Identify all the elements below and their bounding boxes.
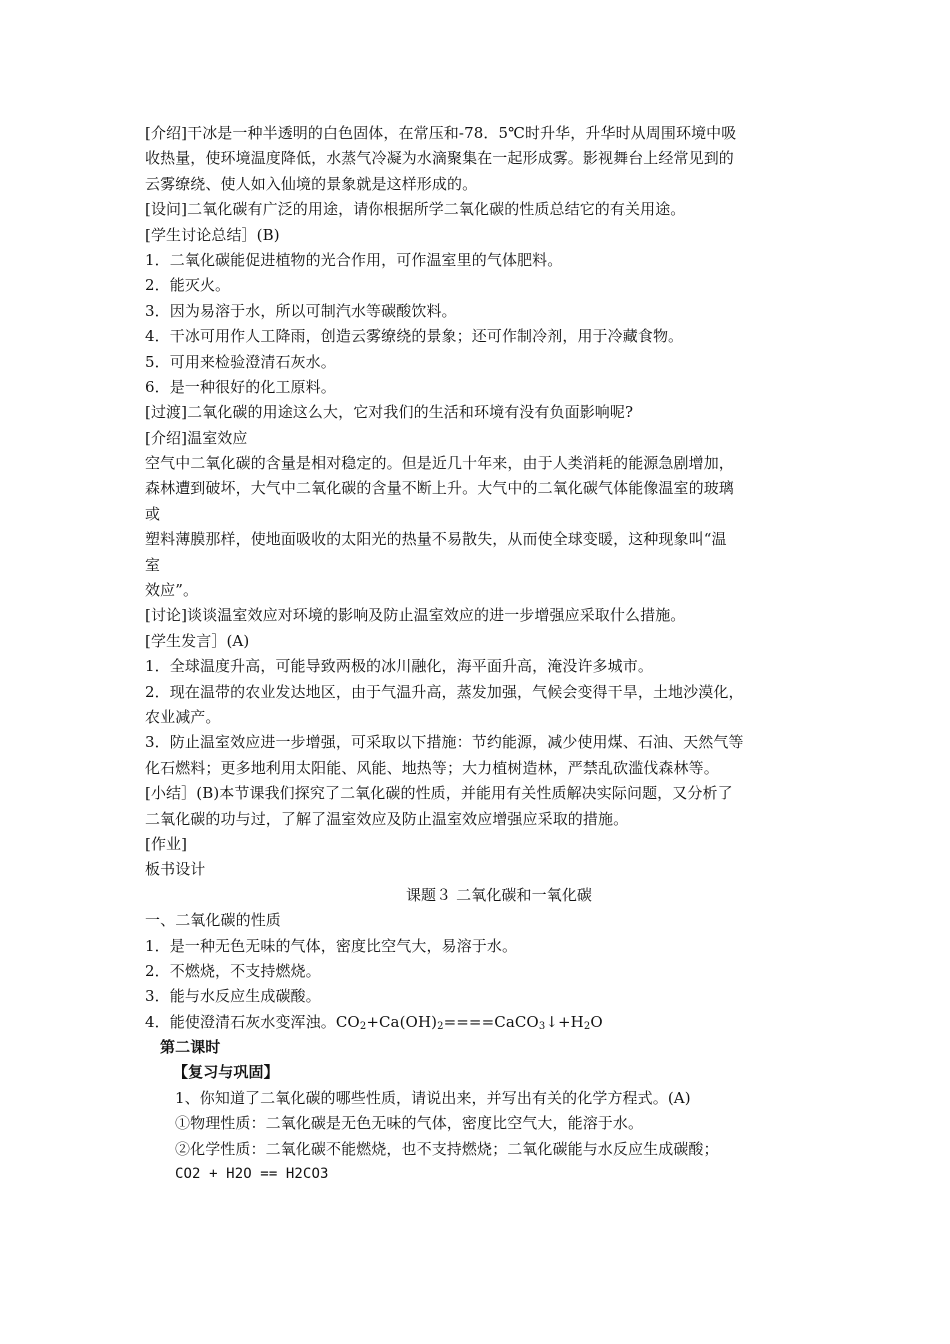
text-line: 5．可用来检验澄清石灰水。 <box>145 352 336 371</box>
lesson-two-heading: 第二课时 <box>160 1038 221 1057</box>
lesson-text-part1 <box>145 121 813 883</box>
text-line: [作业] <box>145 834 188 853</box>
document-body <box>145 121 813 1187</box>
property-line: 1．是一种无色无味的气体，密度比空气大，易溶于水。 <box>145 936 518 955</box>
text-line: 收热量，使环境温度降低，水蒸气冷凝为水滴聚集在一起形成雾。影视舞台上经常见到的 <box>145 149 734 168</box>
text-line: 4．干冰可用作人工降雨，创造云雾缭绕的景象；还可作制冷剂，用于冷藏食物。 <box>145 327 684 346</box>
text-line: 塑料薄膜那样，使地面吸收的太阳光的热量不易散失，从而使全球变暖，这种现象叫“温 <box>145 530 727 549</box>
text-line: [介绍]干冰是一种半透明的白色固体，在常压和-78．5℃时升华，升华时从周围环境中吸 <box>145 124 737 142</box>
text-line: [介绍]温室效应 <box>145 428 248 447</box>
text-line: 森林遭到破坏，大气中二氧化碳的含量不断上升。大气中的二氧化碳气体能像温室的玻璃 <box>145 479 734 498</box>
text-line: 农业减产。 <box>145 707 221 726</box>
text-line: 6．是一种很好的化工原料。 <box>145 377 336 396</box>
text-line: 1．二氧化碳能促进植物的光合作用，可作温室里的气体肥料。 <box>145 250 563 269</box>
text-line: 板书设计 <box>145 860 206 879</box>
physical-properties: ①物理性质：二氧化碳是无色无味的气体，密度比空气大，能溶于水。 <box>175 1114 644 1133</box>
property-line: 2．不燃烧，不支持燃烧。 <box>145 961 321 980</box>
text-line: [过渡]二氧化碳的用途这么大，它对我们的生活和环境有没有负面影响呢? <box>145 403 634 422</box>
co2-properties-list <box>145 908 813 1010</box>
property-line: 3．能与水反应生成碳酸。 <box>145 987 321 1006</box>
text-line: 2．现在温带的农业发达地区，由于气温升高，蒸发加强，气候会变得干旱，土地沙漠化， <box>145 682 744 701</box>
text-line: [讨论]谈谈温室效应对环境的影响及防止温室效应的进一步增强应采取什么措施。 <box>145 606 686 625</box>
text-line: [小结］(B)本节课我们探究了二氧化碳的性质，并能用有关性质解决实际问题，又分析了 <box>145 784 733 803</box>
text-line: 室 <box>145 555 161 574</box>
equation-line: 4．能使澄清石灰水变浑浊。$CO_2+Ca(OH)_2====CaCO_3↓+H_2O$ <box>145 1012 603 1032</box>
property-line: 一、二氧化碳的性质 <box>145 911 281 930</box>
text-line: 效应”。 <box>145 581 199 600</box>
text-line: 化石燃料；更多地利用太阳能、风能、地热等；大力植树造林，严禁乱砍滥伐森林等。 <box>145 758 719 777</box>
text-line: 空气中二氧化碳的含量是相对稳定的。但是近几十年来，由于人类消耗的能源急剧增加， <box>145 454 734 473</box>
board-title: 课题３ 二氧化碳和一氧化碳 <box>405 885 593 904</box>
text-line: 1．全球温度升高，可能导致两极的冰川融化，海平面升高，淹没许多城市。 <box>145 657 653 676</box>
text-line: 3．因为易溶于水，所以可制汽水等碳酸饮料。 <box>145 301 457 320</box>
chemical-properties: ②化学性质：二氧化碳不能燃烧，也不支持燃烧；二氧化碳能与水反应生成碳酸； <box>175 1139 719 1158</box>
text-line: [设问]二氧化碳有广泛的用途，请你根据所学二氧化碳的性质总结它的有关用途。 <box>145 200 686 219</box>
final-equation: CO2 + H2O == H2CO3 <box>175 1166 329 1183</box>
text-line: 3．防止温室效应进一步增强，可采取以下措施：节约能源，减少使用煤、石油、天然气等 <box>145 733 744 752</box>
text-line: [学生讨论总结］(B) <box>145 225 280 244</box>
text-line: 二氧化碳的功与过，了解了温室效应及防止温室效应增强应采取的措施。 <box>145 809 629 828</box>
review-question: 1、你知道了二氧化碳的哪些性质，请说出来，并写出有关的化学方程式。(A) <box>175 1088 691 1107</box>
text-line: 或 <box>145 504 161 523</box>
text-line: [学生发言］(A) <box>145 631 250 650</box>
text-line: 2．能灭火。 <box>145 276 231 295</box>
text-line: 云雾缭绕、使人如入仙境的景象就是这样形成的。 <box>145 174 478 193</box>
review-heading: 【复习与巩固】 <box>173 1063 279 1082</box>
